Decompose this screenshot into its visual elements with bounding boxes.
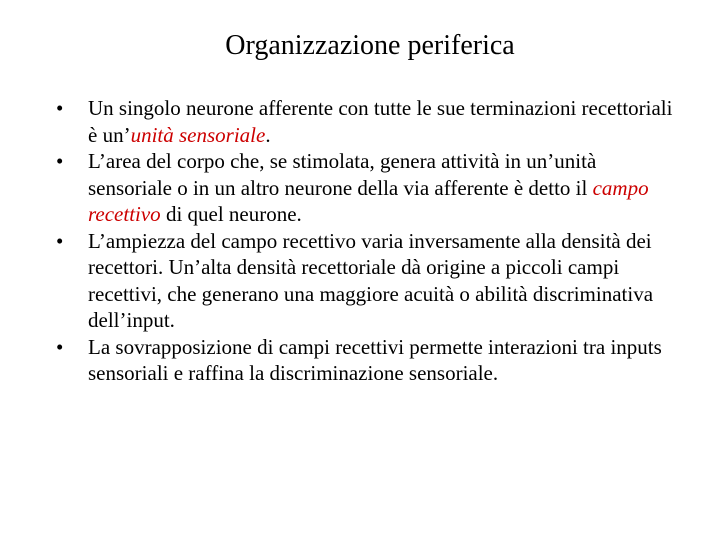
bullet-list: [56, 95, 676, 387]
bullet-icon: •: [56, 334, 64, 359]
emphasis-term: campo recettivo: [88, 175, 649, 226]
bullet-item-sovrapposizione: [56, 334, 676, 387]
bullet-text-end: .: [265, 122, 271, 147]
bullet-text: L’ampiezza del campo recettivo varia inversamente alla densità dei recettori. Un’alta densità recettoriale dà origine a piccoli campi recettivi, che generano una maggiore acuità o abilità discriminativa dell’input.: [88, 228, 654, 332]
bullet-text-end: di quel neurone.: [160, 202, 302, 226]
bullet-text: Un singolo neurone afferente con tutte le sue terminazioni recettoriali è un’: [88, 96, 673, 147]
emphasis-term: unità sensoriale: [130, 122, 266, 147]
slide-title: Organizzazione periferica: [225, 30, 515, 61]
bullet-item-campo-recettivo: [56, 148, 676, 228]
bullet-text: La sovrapposizione di campi recettivi permette interazioni tra inputs sensoriali e raffina la discriminazione sensoriale.: [88, 334, 662, 385]
bullet-item-unita-sensoriale: [56, 95, 676, 148]
bullet-text: L’area del corpo che, se stimolata, genera attività in un’unità sensoriale o in un altro neurone della via afferente è detto il: [88, 149, 597, 200]
bullet-icon: •: [56, 149, 64, 173]
bullet-item-ampiezza: [56, 228, 676, 334]
bullet-icon: •: [56, 96, 64, 120]
bullet-icon: •: [56, 228, 64, 253]
